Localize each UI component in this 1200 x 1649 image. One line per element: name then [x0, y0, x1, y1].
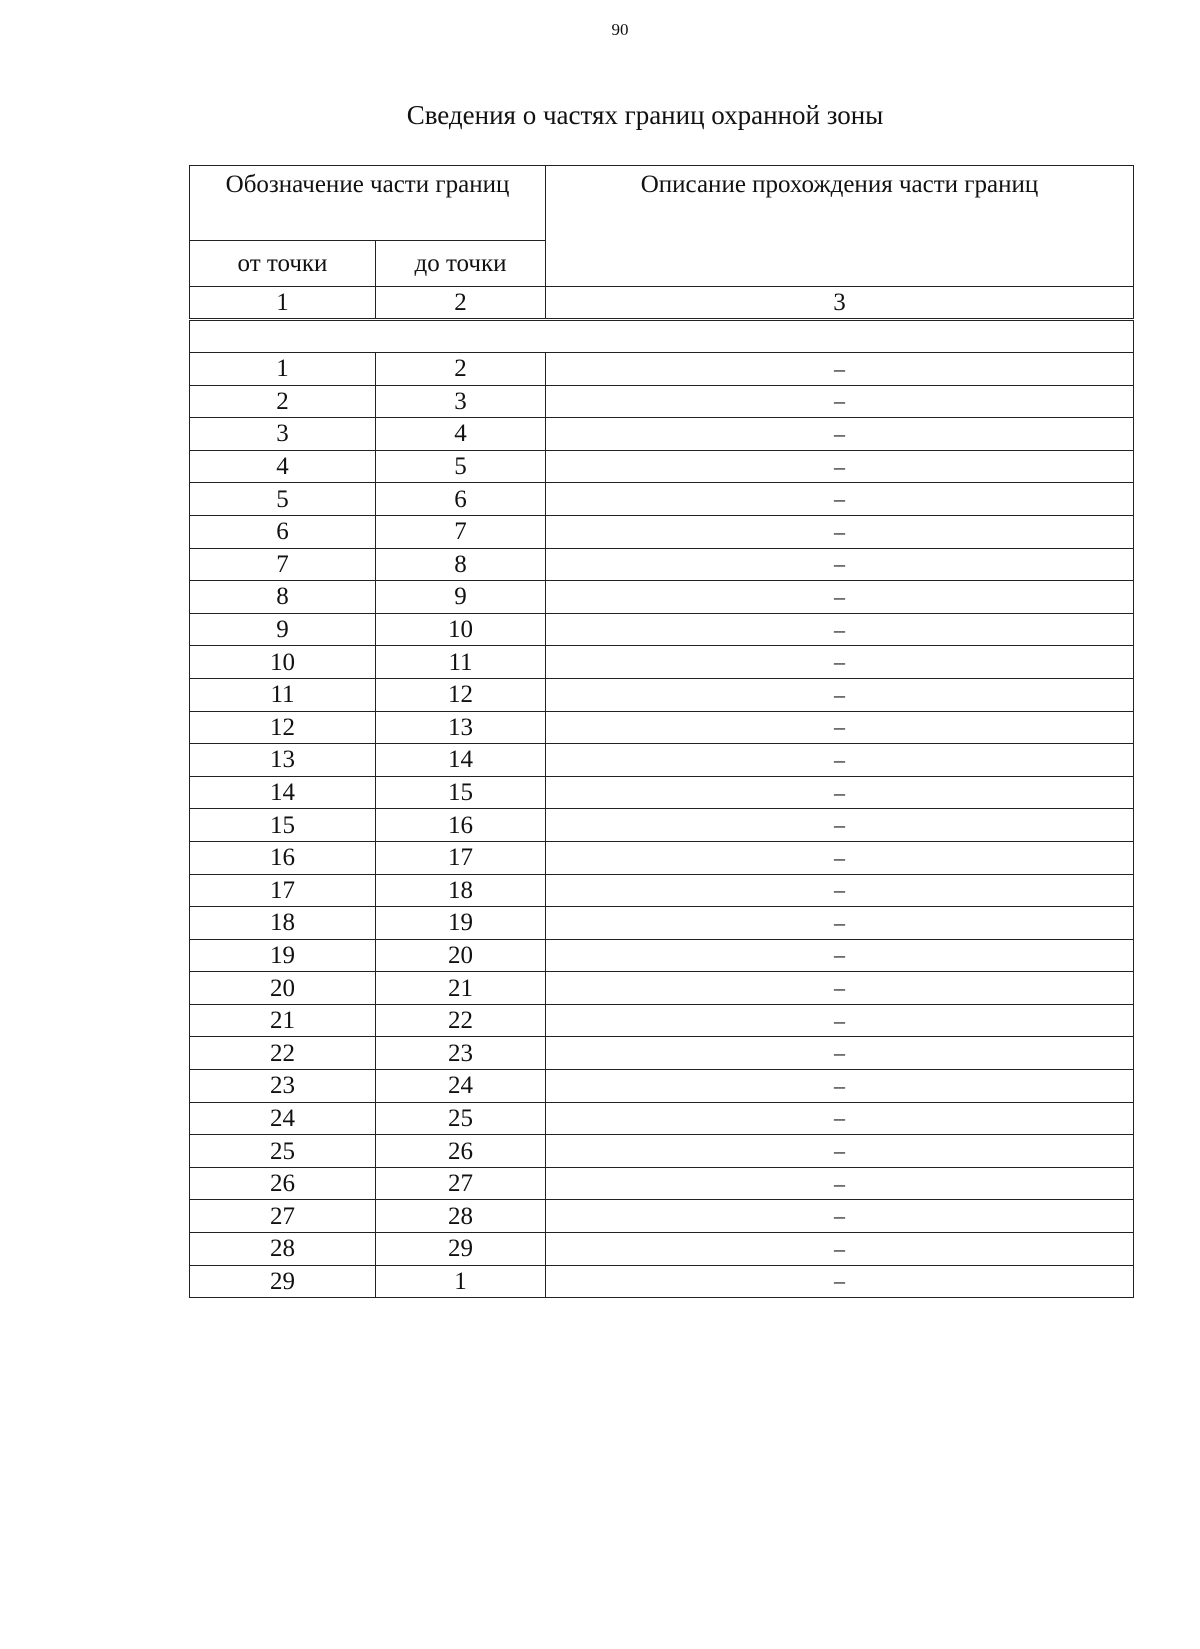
table-row	[190, 972, 1134, 1005]
description-cell: –	[546, 418, 1134, 451]
header-boundary-description: Описание прохождения части границ	[546, 166, 1134, 287]
description-cell: –	[546, 809, 1134, 842]
from-point-cell: 26	[190, 1167, 376, 1200]
from-point-cell: 13	[190, 744, 376, 777]
header-from-point: от точки	[190, 241, 376, 287]
description-cell: –	[546, 1102, 1134, 1135]
description-cell: –	[546, 450, 1134, 483]
column-number-3: 3	[546, 287, 1134, 320]
from-point-cell: 3	[190, 418, 376, 451]
description-cell: –	[546, 1135, 1134, 1168]
to-point-cell: 17	[376, 841, 546, 874]
to-point-cell: 20	[376, 939, 546, 972]
from-point-cell: 7	[190, 548, 376, 581]
to-point-cell: 9	[376, 581, 546, 614]
table-row	[190, 874, 1134, 907]
table-row	[190, 711, 1134, 744]
to-point-cell: 2	[376, 353, 546, 386]
description-cell: –	[546, 581, 1134, 614]
table-row	[190, 353, 1134, 386]
description-cell: –	[546, 972, 1134, 1005]
description-cell: –	[546, 1200, 1134, 1233]
table-row	[190, 1070, 1134, 1103]
description-cell: –	[546, 678, 1134, 711]
from-point-cell: 29	[190, 1265, 376, 1298]
to-point-cell: 24	[376, 1070, 546, 1103]
table-row	[190, 678, 1134, 711]
table-row	[190, 646, 1134, 679]
table-row	[190, 1200, 1134, 1233]
column-number-2: 2	[376, 287, 546, 320]
to-point-cell: 25	[376, 1102, 546, 1135]
description-cell: –	[546, 515, 1134, 548]
table-row	[190, 776, 1134, 809]
table-row	[190, 1037, 1134, 1070]
from-point-cell: 9	[190, 613, 376, 646]
description-cell: –	[546, 548, 1134, 581]
description-cell: –	[546, 1167, 1134, 1200]
to-point-cell: 7	[376, 515, 546, 548]
to-point-cell: 26	[376, 1135, 546, 1168]
table-row	[190, 418, 1134, 451]
description-cell: –	[546, 1004, 1134, 1037]
from-point-cell: 23	[190, 1070, 376, 1103]
from-point-cell: 21	[190, 1004, 376, 1037]
page-number: 90	[611, 20, 629, 39]
from-point-cell: 17	[190, 874, 376, 907]
boundary-parts-table	[189, 165, 1134, 1298]
table-row	[190, 1102, 1134, 1135]
from-point-cell: 2	[190, 385, 376, 418]
description-cell: –	[546, 1037, 1134, 1070]
table-row	[190, 1233, 1134, 1266]
to-point-cell: 19	[376, 907, 546, 940]
table-row	[190, 841, 1134, 874]
description-cell: –	[546, 874, 1134, 907]
from-point-cell: 20	[190, 972, 376, 1005]
from-point-cell: 18	[190, 907, 376, 940]
to-point-cell: 6	[376, 483, 546, 516]
to-point-cell: 4	[376, 418, 546, 451]
from-point-cell: 14	[190, 776, 376, 809]
from-point-cell: 11	[190, 678, 376, 711]
table-row	[190, 1135, 1134, 1168]
to-point-cell: 18	[376, 874, 546, 907]
from-point-cell: 5	[190, 483, 376, 516]
from-point-cell: 6	[190, 515, 376, 548]
from-point-cell: 1	[190, 353, 376, 386]
to-point-cell: 11	[376, 646, 546, 679]
header-boundary-designation: Обозначение части границ	[190, 166, 546, 241]
header-to-point: до точки	[376, 241, 546, 287]
from-point-cell: 28	[190, 1233, 376, 1266]
from-point-cell: 16	[190, 841, 376, 874]
to-point-cell: 10	[376, 613, 546, 646]
table-row	[190, 450, 1134, 483]
to-point-cell: 8	[376, 548, 546, 581]
to-point-cell: 23	[376, 1037, 546, 1070]
description-cell: –	[546, 1265, 1134, 1298]
description-cell: –	[546, 841, 1134, 874]
table-row	[190, 1004, 1134, 1037]
description-cell: –	[546, 1233, 1134, 1266]
from-point-cell: 27	[190, 1200, 376, 1233]
table-row	[190, 385, 1134, 418]
to-point-cell: 14	[376, 744, 546, 777]
to-point-cell: 12	[376, 678, 546, 711]
to-point-cell: 3	[376, 385, 546, 418]
from-point-cell: 22	[190, 1037, 376, 1070]
section-label	[190, 320, 1134, 353]
description-cell: –	[546, 385, 1134, 418]
from-point-cell: 10	[190, 646, 376, 679]
table-row	[190, 613, 1134, 646]
description-cell: –	[546, 353, 1134, 386]
from-point-cell: 24	[190, 1102, 376, 1135]
to-point-cell: 22	[376, 1004, 546, 1037]
from-point-cell: 12	[190, 711, 376, 744]
column-number-1: 1	[190, 287, 376, 320]
page-title: Сведения о частях границ охранной зоны	[406, 100, 884, 130]
description-cell: –	[546, 646, 1134, 679]
table-row	[190, 1265, 1134, 1298]
from-point-cell: 25	[190, 1135, 376, 1168]
table-row	[190, 907, 1134, 940]
table-row	[190, 1167, 1134, 1200]
table-row	[190, 548, 1134, 581]
description-cell: –	[546, 613, 1134, 646]
from-point-cell: 8	[190, 581, 376, 614]
to-point-cell: 5	[376, 450, 546, 483]
from-point-cell: 19	[190, 939, 376, 972]
to-point-cell: 21	[376, 972, 546, 1005]
description-cell: –	[546, 1070, 1134, 1103]
section-row	[190, 320, 1134, 353]
to-point-cell: 13	[376, 711, 546, 744]
header-row-group	[190, 166, 1134, 241]
table-row	[190, 809, 1134, 842]
from-point-cell: 15	[190, 809, 376, 842]
column-number-row	[190, 287, 1134, 320]
description-cell: –	[546, 939, 1134, 972]
table-row	[190, 744, 1134, 777]
description-cell: –	[546, 776, 1134, 809]
description-cell: –	[546, 907, 1134, 940]
description-cell: –	[546, 483, 1134, 516]
table-row	[190, 515, 1134, 548]
description-cell: –	[546, 744, 1134, 777]
to-point-cell: 27	[376, 1167, 546, 1200]
table-row	[190, 483, 1134, 516]
to-point-cell: 16	[376, 809, 546, 842]
description-cell: –	[546, 711, 1134, 744]
table-body	[190, 166, 1134, 1298]
from-point-cell: 4	[190, 450, 376, 483]
to-point-cell: 29	[376, 1233, 546, 1266]
table-row	[190, 581, 1134, 614]
to-point-cell: 1	[376, 1265, 546, 1298]
to-point-cell: 28	[376, 1200, 546, 1233]
to-point-cell: 15	[376, 776, 546, 809]
table-row	[190, 939, 1134, 972]
